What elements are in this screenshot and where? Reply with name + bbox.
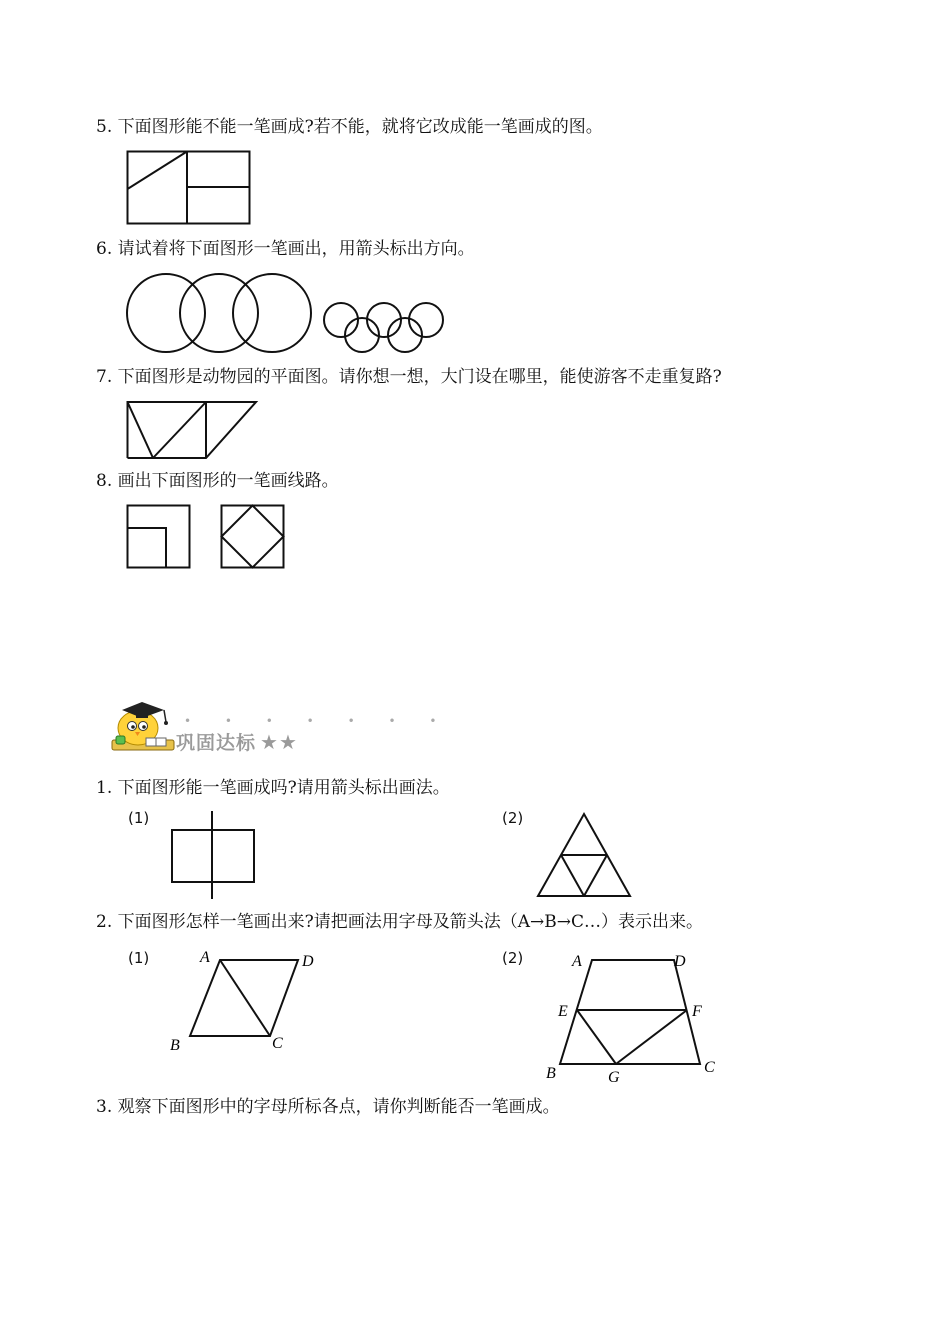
q6-figure-three-circles — [124, 272, 314, 356]
p2-q2-f1-label-B: B — [170, 1037, 180, 1054]
chick-with-graduation-cap-icon — [108, 696, 178, 756]
section-title — [176, 728, 298, 755]
section-stars: ★★ — [260, 730, 298, 754]
p2-q1-sub1-text: (1) — [128, 809, 150, 827]
p2-q1-figure2-triangle — [536, 812, 632, 898]
p2-q2-sub2-label — [502, 948, 523, 967]
q5-figure — [126, 150, 252, 226]
question-p2-3: 3. 观察下面图形中的字母所标各点，请你判断能否一笔画成。 — [96, 1097, 560, 1117]
question-7: 7. 下面图形是动物园的平面图。请你想一想，大门设在哪里，能使游客不走重复路? — [96, 367, 722, 387]
p2-q1-sub2-label — [502, 808, 523, 827]
p2-q2-f1-label-C: C — [272, 1035, 283, 1052]
p2-q2-sub2-text: (2) — [502, 949, 524, 967]
p2-q2-f2-label-C: C — [704, 1059, 715, 1076]
p2-q2-f2-label-F: F — [692, 1003, 702, 1020]
p2-q1-figure1 — [170, 810, 256, 900]
q8-figure-nested-squares — [126, 504, 192, 570]
p2-q2-f2-label-D: D — [674, 953, 686, 970]
p2-q2-f1-label-A: A — [200, 949, 210, 966]
p2-q2-f1-label-D: D — [302, 953, 314, 970]
p2-q2-figure2-trapezoid — [540, 946, 730, 1088]
p2-q2-figure1-parallelogram — [168, 946, 320, 1056]
section-header — [108, 696, 452, 756]
q6-figure-five-rings — [322, 300, 446, 356]
question-p2-2: 2. 下面图形怎样一笔画出来?请把画法用字母及箭头法（A→B→C…）表示出来。 — [96, 912, 704, 932]
p2-q2-f2-label-B: B — [546, 1065, 556, 1082]
p2-q2-sub1-label — [128, 948, 149, 967]
q8-figure-square-diamond — [220, 504, 286, 570]
section-dots: • • • • • • • — [184, 714, 452, 728]
p2-q2-f2-label-E: E — [558, 1003, 568, 1020]
p2-q2-sub1-text: (1) — [128, 949, 150, 967]
question-5: 5. 下面图形能不能一笔画成?若不能，就将它改成能一笔画成的图。 — [96, 117, 603, 137]
p2-q1-sub2-text: (2) — [502, 809, 524, 827]
section-title-text: 巩固达标 — [176, 732, 257, 754]
question-p2-1: 1. 下面图形能一笔画成吗?请用箭头标出画法。 — [96, 778, 450, 798]
p2-q1-sub1-label — [128, 808, 149, 827]
question-6: 6. 请试着将下面图形一笔画出，用箭头标出方向。 — [96, 239, 475, 259]
question-8: 8. 画出下面图形的一笔画线路。 — [96, 471, 339, 491]
p2-q2-f2-label-G: G — [608, 1069, 620, 1086]
q7-figure-zoo-map — [126, 400, 260, 460]
p2-q2-f2-label-A: A — [572, 953, 582, 970]
